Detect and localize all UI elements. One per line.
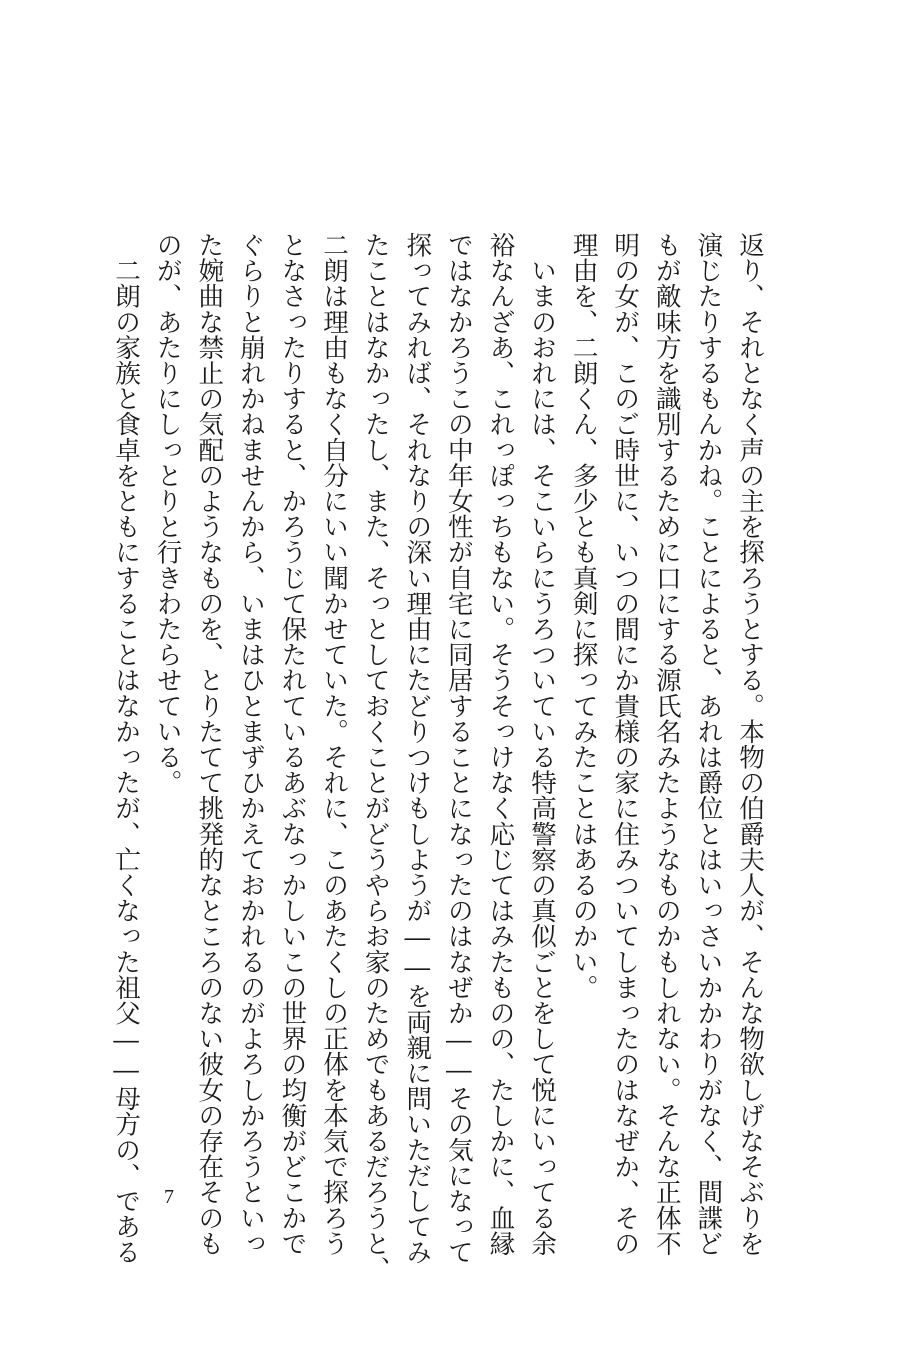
text-column: 裕なんざあ、これっぽっちもない。そうそっけなく応じてはみたものの、たしかに、血縁 bbox=[485, 232, 516, 1256]
text-column: 二朗は理由もなく自分にいい聞かせていた。それに、このあたくしの正体を本気で探ろう bbox=[319, 232, 350, 1256]
text-column: もが敵味方を識別するために口にする源氏名みたようなものかもしれない。そんな正体不 bbox=[651, 232, 682, 1256]
page-number: 7 bbox=[164, 1186, 174, 1208]
text-column: 明の女が、このご時世に、いつの間にか貴様の家に住みついてしまったのはなぜか、その bbox=[610, 232, 641, 1256]
text-column: いまのおれには、そこいらにうろついている特高警察の真似ごとをして悦にいってる余 bbox=[527, 232, 558, 1256]
text-column: ではなかろうこの中年女性が自宅に同居することになったのはなぜか――その気になって bbox=[443, 232, 474, 1265]
text-column: 探ってみれば、それなりの深い理由にたどりつけもしようが――を両親に問いただしてみ bbox=[402, 232, 433, 1265]
text-column: となさったりすると、かろうじて保たれているあぶなっかしいこの世界の均衡がどこかで bbox=[277, 232, 308, 1256]
text-column: た婉曲な禁止の気配のようなものを、とりたてて挑発的なところのない彼女の存在そのも bbox=[194, 232, 225, 1256]
text-column: 二朗の家族と食卓をともにすることはなかったが、亡くなった祖父――母方の、である bbox=[111, 232, 142, 1265]
text-column: 返り、それとなく声の主を探ろうとする。本物の伯爵夫人が、そんな物欲しげなそぶりを bbox=[735, 232, 765, 1256]
text-column: のが、あたりにしっとりと行きわたらせている。 bbox=[152, 232, 183, 796]
text-column: ぐらりと崩れかねませんから、いまはひとまずひかえておかれるのがよろしかろうといっ bbox=[235, 232, 266, 1256]
text-column: 演じたりするもんかね。ことによると、あれは爵位とはいっさいかかわりがなく、間諜ど bbox=[693, 232, 724, 1256]
text-column: たことはなかったし、また、そっとしておくことがどうやらお家のためでもあるだろうと、 bbox=[360, 232, 391, 1282]
vertical-text-block bbox=[105, 232, 771, 1282]
text-column: 理由を、二朗くん、多少とも真剣に探ってみたことはあるのかい。 bbox=[568, 232, 599, 1000]
